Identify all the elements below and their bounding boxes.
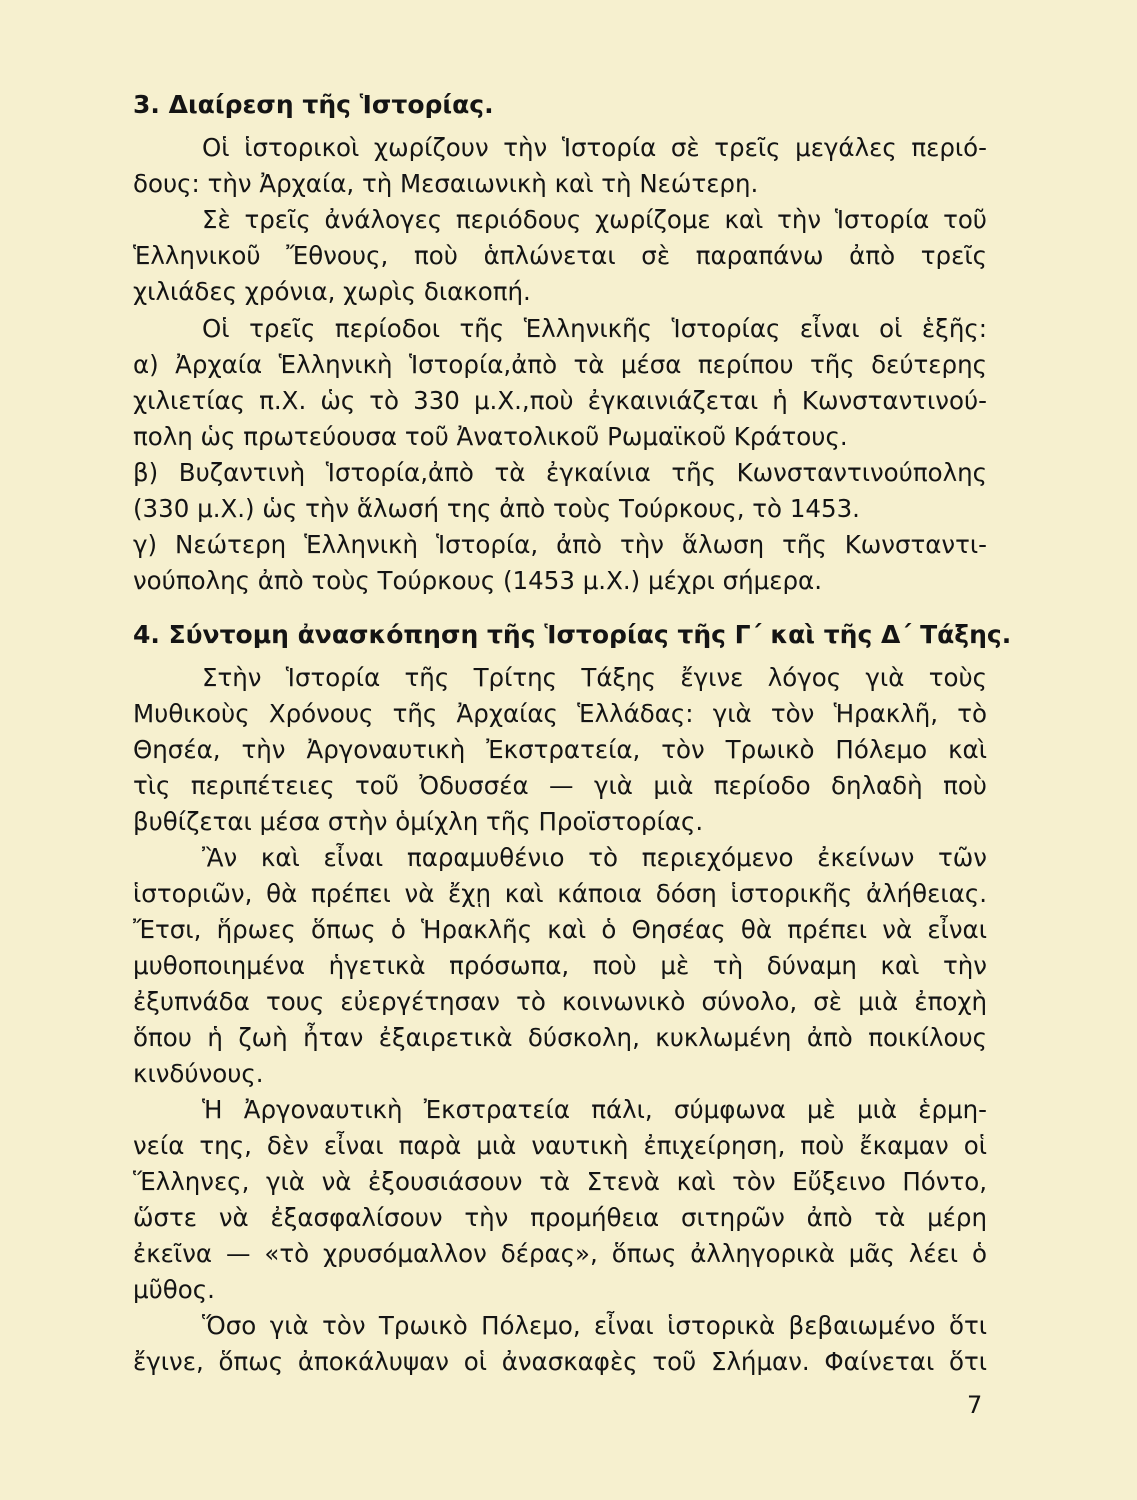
paragraph-line: Θησέα, τὴν Ἀργοναυτικὴ Ἐκστρατεία, τὸν Τρωικὸ Πόλεμο καὶ [133, 735, 987, 764]
list-item-a-line: χιλιετίας π.Χ. ὡς τὸ 330 μ.Χ.,ποὺ ἐγκαινιάζεται ἡ Κωνσταντινού- [133, 386, 987, 415]
section-3-heading: 3. Διαίρεση τῆς Ἱστορίας. [133, 90, 494, 119]
paragraph-line: Στὴν Ἱστορία τῆς Τρίτης Τάξης ἔγινε λόγος γιὰ τοὺς [202, 663, 987, 692]
paragraph-line: ὥστε νὰ ἐξασφαλίσουν τὴν προμήθεια σιτηρῶν ἀπὸ τὰ μέρη [133, 1203, 987, 1232]
paragraph-line: Ἡ Ἀργοναυτικὴ Ἐκστρατεία πάλι, σύμφωνα μὲ μιὰ ἑρμη- [202, 1095, 987, 1124]
paragraph-line: ὅπου ἡ ζωὴ ἦταν ἐξαιρετικὰ δύσκολη, κυκλωμένη ἀπὸ ποικίλους [133, 1023, 987, 1052]
paragraph-line: μυθοποιημένα ἡγετικὰ πρόσωπα, ποὺ μὲ τὴ δύναμη καὶ τὴν [133, 951, 987, 980]
paragraph-line: Μυθικοὺς Χρόνους τῆς Ἀρχαίας Ἑλλάδας: γιὰ τὸν Ἡρακλῆ, τὸ [133, 699, 987, 728]
paragraph-line: τὶς περιπέτειες τοῦ Ὀδυσσέα — γιὰ μιὰ περίοδο δηλαδὴ ποὺ [133, 771, 987, 800]
paragraph-line: δους: τὴν Ἀρχαία, τὴ Μεσαιωνικὴ καὶ τὴ Νεώτερη. [133, 169, 759, 198]
paragraph-line: χιλιάδες χρόνια, χωρὶς διακοπή. [133, 277, 531, 306]
page-number: 7 [967, 1391, 983, 1419]
paragraph-line: ἐξυπνάδα τους εὐεργέτησαν τὸ κοινωνικὸ σύνολο, σὲ μιὰ ἐποχὴ [133, 987, 987, 1016]
paragraph-line: κινδύνους. [133, 1059, 264, 1088]
paragraph-line: Ἔτσι, ἥρωες ὅπως ὁ Ἡρακλῆς καὶ ὁ Θησέας θὰ πρέπει νὰ εἶναι [133, 915, 987, 944]
section-4-heading: 4. Σύντομη ἀνασκόπηση τῆς Ἱστορίας τῆς Γ΄ καὶ τῆς Δ΄ Τάξης. [133, 620, 1012, 649]
paragraph-line: Ὅσο γιὰ τὸν Τρωικὸ Πόλεμο, εἶναι ἱστορικὰ βεβαιωμένο ὅτι [202, 1311, 987, 1340]
list-item-b-line: β) Βυζαντινὴ Ἱστορία,ἀπὸ τὰ ἐγκαίνια τῆς Κωνσταντινούπολης [133, 458, 987, 487]
list-item-a-line: πολη ὡς πρωτεύουσα τοῦ Ἀνατολικοῦ Ρωμαϊκοῦ Κράτους. [133, 422, 848, 451]
paragraph-line: μῦθος. [133, 1275, 215, 1304]
paragraph-line: Ἕλληνες, γιὰ νὰ ἐξουσιάσουν τὰ Στενὰ καὶ τὸν Εὔξεινο Πόντο, [133, 1167, 987, 1196]
paragraph-line: ἱστοριῶν, θὰ πρέπει νὰ ἔχῃ καὶ κάποια δόση ἱστορικῆς ἀλήθειας. [133, 879, 987, 908]
list-item-c-line: γ) Νεώτερη Ἑλληνικὴ Ἱστορία, ἀπὸ τὴν ἅλωση τῆς Κωνσταντι- [133, 530, 987, 559]
paragraph-line: Οἱ τρεῖς περίοδοι τῆς Ἑλληνικῆς Ἱστορίας εἶναι οἱ ἑξῆς: [202, 314, 987, 343]
paragraph-line: βυθίζεται μέσα στὴν ὁμίχλη τῆς Προϊστορίας. [133, 807, 704, 836]
paragraph-line: ἔγινε, ὅπως ἀποκάλυψαν οἱ ἀνασκαφὲς τοῦ Σλήμαν. Φαίνεται ὅτι [133, 1347, 987, 1376]
paragraph-line: νεία της, δὲν εἶναι παρὰ μιὰ ναυτικὴ ἐπιχείρηση, ποὺ ἔκαμαν οἱ [133, 1131, 987, 1160]
paragraph-line: Σὲ τρεῖς ἀνάλογες περιόδους χωρίζομε καὶ τὴν Ἱστορία τοῦ [202, 205, 987, 234]
list-item-a-line: α) Ἀρχαία Ἑλληνικὴ Ἱστορία,ἀπὸ τὰ μέσα περίπου τῆς δεύτερης [133, 350, 987, 379]
paragraph-line: ἐκεῖνα — «τὸ χρυσόμαλλον δέρας», ὅπως ἀλληγορικὰ μᾶς λέει ὁ [133, 1239, 987, 1268]
list-item-b-line: (330 μ.Χ.) ὡς τὴν ἅλωσή της ἀπὸ τοὺς Τούρκους, τὸ 1453. [133, 494, 860, 523]
paragraph-line: Ἂν καὶ εἶναι παραμυθένιο τὸ περιεχόμενο ἐκείνων τῶν [202, 843, 987, 872]
list-item-c-line: νούπολης ἀπὸ τοὺς Τούρκους (1453 μ.Χ.) μέχρι σήμερα. [133, 566, 822, 595]
paragraph-line: Οἱ ἱστορικοὶ χωρίζουν τὴν Ἱστορία σὲ τρεῖς μεγάλες περιό- [202, 133, 987, 162]
paragraph-line: Ἑλληνικοῦ Ἔθνους, ποὺ ἁπλώνεται σὲ παραπάνω ἀπὸ τρεῖς [133, 241, 987, 270]
